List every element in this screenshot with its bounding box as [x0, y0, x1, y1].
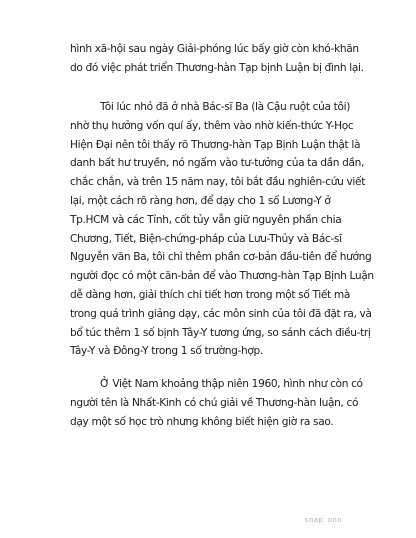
text-line: do đó việc phát triển Thương-hàn Tạp bịnh Luận bị đình lại.: [70, 61, 364, 74]
scan-edge-mark: snap ono: [304, 516, 342, 524]
text-line: lại, một cách rõ ràng hơn, để dạy cho 1 số Lương-Y ở: [70, 194, 331, 207]
paragraph-2: [70, 98, 374, 361]
text-line: danh bất hư truyền, nó ngấm vào tư-tưởng của ta dần dần,: [70, 157, 365, 170]
text-line: trong quá trình giảng dạy, các môn sinh của tôi đã đặt ra, và: [70, 307, 372, 320]
paragraph-3: [70, 375, 363, 431]
text-line: Tây-Y và Đông-Y trong 1 số trường-hợp.: [70, 345, 263, 358]
text-line: người đọc có một căn-bản để vào Thương-hàn Tạp Bịnh Luận: [70, 270, 374, 283]
paragraph-1: [70, 40, 364, 78]
text-line: dạy một số học trò nhưng không biết hiện giờ ra sao.: [70, 415, 334, 428]
text-line: hình xã-hội sau ngày Giải-phóng lúc bấy giờ còn khó-khăn: [70, 43, 359, 55]
text-line: Nguyễn văn Ba, tôi chỉ thêm phần cơ-bản đầu-tiên để hướng: [70, 251, 372, 264]
text-line: bổ túc thêm 1 số bịnh Tây-Y tương ứng, so sánh cách điều-trị: [70, 326, 371, 339]
text-line: Tôi lúc nhỏ đã ở nhà Bác-sĩ Ba (là Cậu ruột của tôi): [100, 101, 350, 113]
text-line: nhờ thụ hưởng vốn quí ấy, thêm vào nhờ kiến-thức Y-Học: [70, 119, 354, 132]
text-line: Chương, Tiết, Biện-chứng-pháp của Lưu-Thủy và Bác-sĩ: [70, 232, 342, 245]
text-line: dễ dàng hơn, giải thích chi tiết hơn trong một số Tiết mà: [70, 288, 350, 301]
text-line: Tp.HCM và các Tỉnh, cốt tủy vẫn giữ nguyên phần chia: [70, 213, 342, 226]
text-line: Hiện Đại nên tôi thấy rõ Thương-hàn Tạp Bịnh Luận thật là: [70, 138, 361, 151]
text-line: Ở Việt Nam khoảng thập niên 1960, hình như còn có: [100, 378, 363, 390]
text-line: chắc chắn, và trên 15 năm nay, tôi bắt đầu nghiên-cứu viết: [70, 176, 365, 189]
text-line: người tên là Nhất-Kinh có chú giải về Thương-hàn luận, có: [70, 396, 359, 409]
